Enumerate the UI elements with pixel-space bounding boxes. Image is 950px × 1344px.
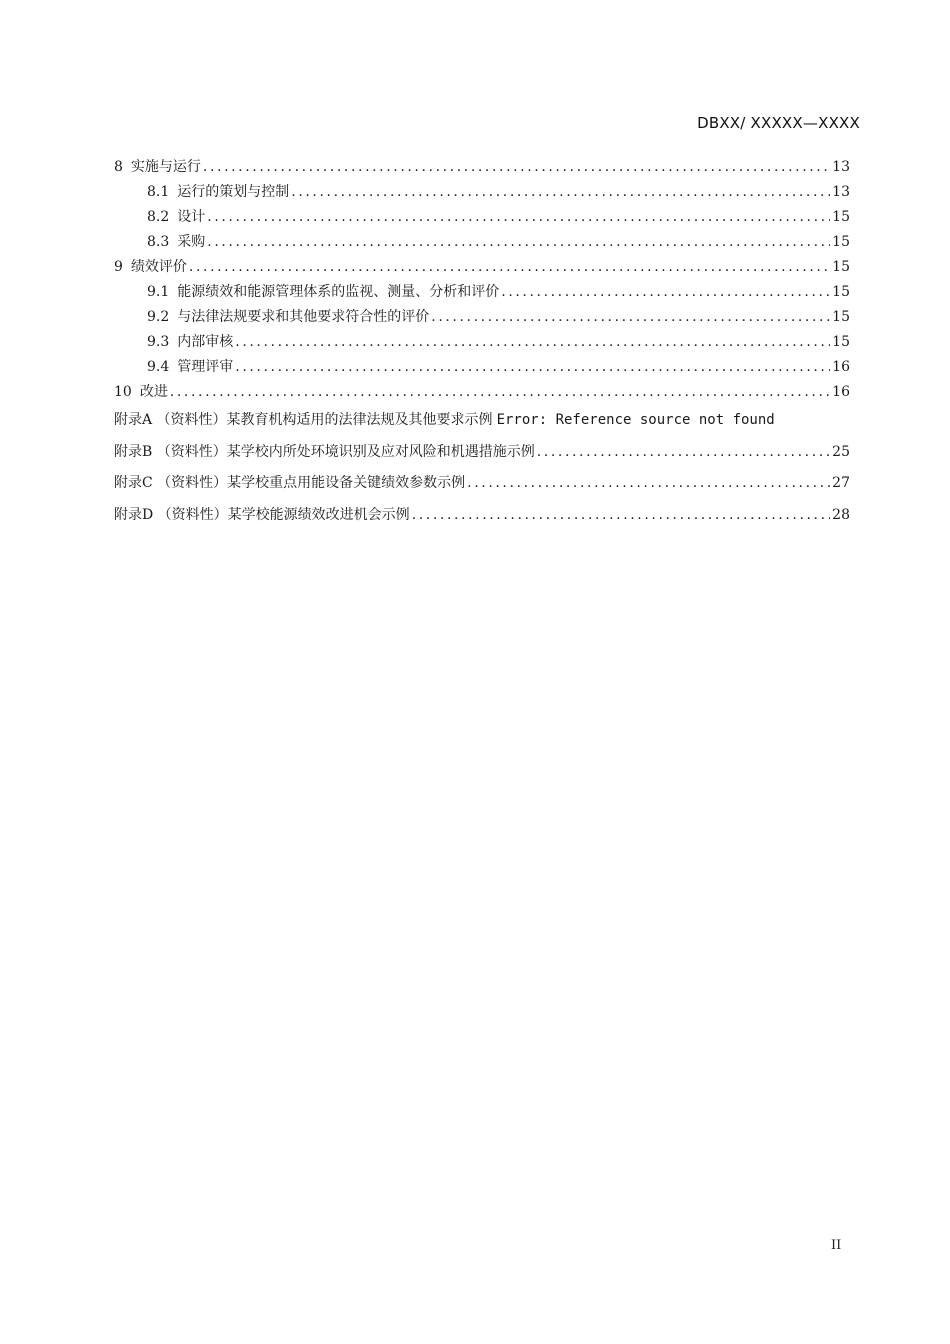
toc-entry-8[interactable] (114, 155, 850, 180)
toc-title: 附录B （资料性）某学校内所处环境识别及应对风险和机遇措施示例 (114, 443, 535, 460)
toc-entry-9-2[interactable] (114, 305, 850, 330)
dot-leader (501, 280, 830, 305)
toc-title: 与法律法规要求和其他要求符合性的评价 (177, 309, 430, 325)
toc-entry-9[interactable] (114, 255, 850, 280)
toc-number: 9.2 (147, 309, 170, 325)
toc-title: 附录A （资料性）某教育机构适用的法律法规及其他要求示例 (114, 412, 493, 428)
toc-title: 能源绩效和能源管理体系的监视、测量、分析和评价 (177, 284, 500, 300)
document-code: DBXX/ XXXXX—XXXX (697, 114, 860, 132)
dot-leader (235, 330, 830, 355)
toc-title: 管理评审 (177, 359, 234, 375)
dot-leader (412, 500, 830, 532)
toc-page: 13 (832, 184, 850, 200)
dot-leader (207, 230, 830, 255)
toc-entry-9-4[interactable] (114, 355, 850, 380)
table-of-contents (114, 155, 850, 531)
toc-page: 25 (832, 443, 850, 460)
dot-leader (170, 380, 830, 405)
toc-entry-9-1[interactable] (114, 280, 850, 305)
toc-number: 9.1 (147, 284, 170, 300)
dot-leader (467, 468, 830, 500)
reference-error-text: Error: Reference source not found (496, 412, 775, 428)
toc-number: 9.3 (147, 334, 170, 350)
toc-page: 16 (832, 359, 850, 375)
toc-page: 13 (832, 159, 850, 175)
toc-number: 8.2 (147, 209, 170, 225)
toc-entry-appendix-c[interactable] (114, 468, 850, 500)
toc-entry-8-3[interactable] (114, 230, 850, 255)
toc-number: 10 (114, 384, 132, 400)
toc-title: 采购 (177, 234, 206, 250)
toc-entry-appendix-d[interactable] (114, 500, 850, 532)
page-number: II (831, 1238, 842, 1253)
toc-page: 16 (832, 384, 850, 400)
toc-number: 8 (114, 159, 123, 175)
toc-entry-8-1[interactable] (114, 180, 850, 205)
toc-title: 实施与运行 (130, 159, 201, 175)
toc-title: 改进 (139, 384, 168, 400)
dot-leader (291, 180, 830, 205)
toc-title: 附录D （资料性）某学校能源绩效改进机会示例 (114, 506, 410, 523)
toc-number: 9.4 (147, 359, 170, 375)
toc-page: 15 (832, 334, 850, 350)
toc-entry-appendix-b[interactable] (114, 437, 850, 469)
toc-page: 15 (832, 309, 850, 325)
toc-number: 9 (114, 259, 123, 275)
toc-page: 15 (832, 259, 850, 275)
toc-page: 15 (832, 234, 850, 250)
toc-entry-10[interactable] (114, 380, 850, 405)
toc-number: 8.1 (147, 184, 170, 200)
toc-number: 8.3 (147, 234, 170, 250)
dot-leader (235, 355, 830, 380)
toc-page: 15 (832, 284, 850, 300)
toc-title: 内部审核 (177, 334, 234, 350)
toc-page: 28 (832, 506, 850, 523)
dot-leader (431, 305, 830, 330)
dot-leader (203, 155, 830, 180)
dot-leader (189, 255, 830, 280)
toc-page: 15 (832, 209, 850, 225)
dot-leader (207, 205, 830, 230)
toc-entry-appendix-a[interactable] (114, 405, 850, 437)
toc-title: 设计 (177, 209, 206, 225)
toc-title: 运行的策划与控制 (177, 184, 290, 200)
toc-page: 27 (832, 475, 850, 491)
dot-leader (537, 437, 830, 469)
toc-title: 绩效评价 (130, 259, 187, 275)
toc-title: 附录C （资料性）某学校重点用能设备关键绩效参数示例 (114, 475, 466, 491)
toc-entry-8-2[interactable] (114, 205, 850, 230)
toc-entry-9-3[interactable] (114, 330, 850, 355)
